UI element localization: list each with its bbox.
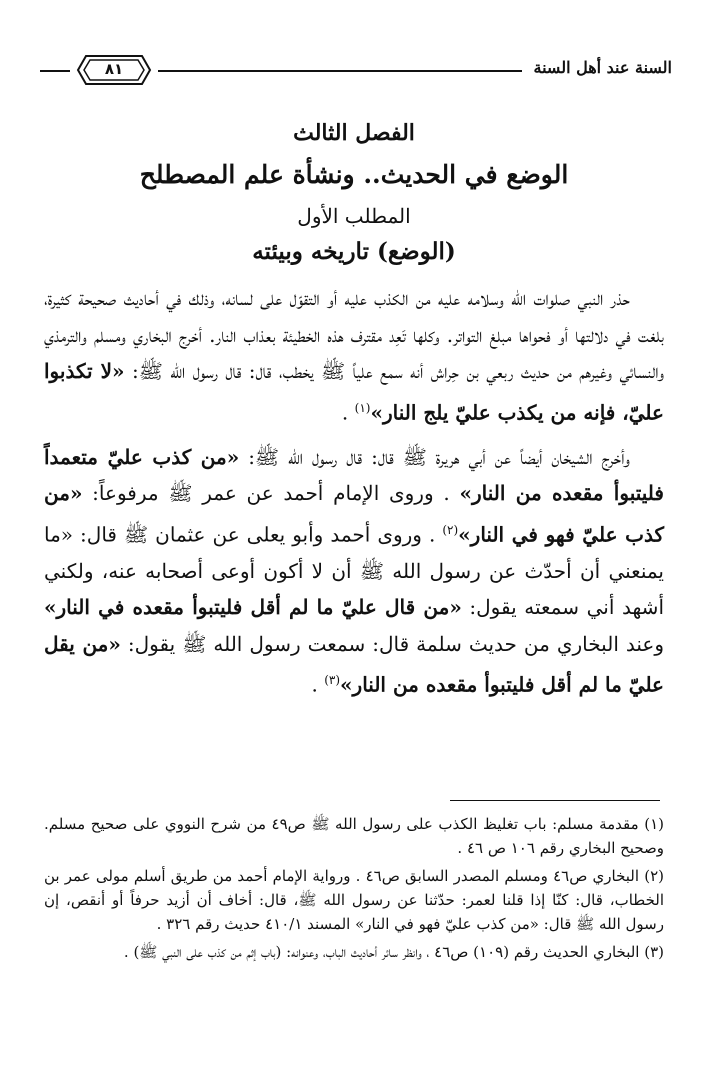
body-text — [44, 280, 664, 703]
page-number: ٨١ — [104, 60, 124, 78]
footnote-separator — [450, 800, 660, 801]
paragraph-text: وأخرج الشيخان أيضاً عن أبي هريرة ﷺ قال: قال رسول الله ﷺ: — [239, 444, 630, 469]
hadith-quote: «لا تكذبوا عليّ، فإنه من يكذب عليّ يلج النار» — [44, 359, 664, 425]
page-header — [40, 52, 672, 92]
hadith-quote: «من قال عليّ ما لم أقل فليتبوأ مقعده في النار» — [44, 595, 462, 620]
page-number-ornament — [76, 54, 152, 86]
hadith-quote: «من كذب عليّ فهو في النار» — [44, 481, 665, 547]
footnote: (٣) البخاري الحديث رقم (١٠٩) ص٤٦ ، وانظر سائر أحاديث الباب، وعنوانه: (باب إثم من كذب على النبي ﷺ) . — [123, 943, 664, 961]
footnotes — [44, 812, 664, 968]
chapter-title: الوضع في الحديث.. ونشأة علم المصطلح — [139, 160, 569, 189]
paragraph — [44, 439, 664, 704]
section-subtitle: (الوضع) تاريخه وبيئته — [252, 238, 456, 265]
paragraph-text: . وروى أحمد وأبو يعلى عن عثمان ﷺ قال: «ما يمنعني أن أحدّث عن رسول الله ﷺ أن لا أكون أوعى أصحابه عنه، ولكني أشهد أني سمعته يقول: — [44, 522, 664, 620]
paragraph-text: حذر النبي صلوات الله وسلامه عليه من الكذب عليه أو التقوّل على لسانه، وذلك في أحاديث صحيحة كثيرة، بلغت في دلالتها أو فحواها مبلغ التواتر. وكلها تَعِد مقترف هذه الخطيئة بعذاب النار. أخرج البخاري ومسلم والترمذي والنسائي وغيرهم من حديث ربعي بن حِراش أنه سمع علياً ﷺ يخطب، قال: قال رسول الله ﷺ: — [44, 286, 665, 383]
header-rule-left — [40, 70, 70, 72]
paragraph-text: . — [311, 672, 325, 697]
hadith-quote: «من كذب عليّ متعمداً فليتبوأ مقعده من النار» — [44, 444, 664, 506]
paragraph-text: . — [341, 400, 355, 425]
hadith-quote: «من يقل عليّ ما لم أقل فليتبوأ مقعده من النار» — [44, 631, 664, 697]
paragraph-text: . وروى الإمام أحمد عن عمر ﷺ مرفوعاً: — [82, 481, 460, 506]
chapter-heading: الفصل الثالث — [293, 120, 415, 146]
footnote-ref: (١) — [354, 400, 371, 415]
section-heading: المطلب الأول — [297, 204, 411, 228]
header-rule — [158, 70, 522, 72]
footnote-ref: (٢) — [442, 522, 459, 537]
running-title: السنة عند أهل السنة — [533, 58, 672, 77]
footnote: (٢) البخاري ص٤٦ ومسلم المصدر السابق ص٤٦ . ورواية الإمام أحمد من طريق أسلم مولى عمر بن الخطاب، قال: كنّا إذا قلنا لعمر: حدّثنا عن رسول الله ﷺ، قال: أخاف أن أزيد حرفاً أو أنقص، إن رسول الله ﷺ قال: «من كذب عليّ فهو في النار» المسند ٤١٠/١ حديث رقم ٣٢٦ . — [44, 867, 664, 933]
paragraph-text: وعند البخاري من حديث سلمة قال: سمعت رسول الله ﷺ يقول: — [120, 631, 664, 656]
paragraph — [44, 280, 664, 431]
footnote: (١) مقدمة مسلم: باب تغليظ الكذب على رسول الله ﷺ ص٤٩ من شرح النووي على صحيح مسلم. وصحيح البخاري رقم ١٠٦ ص ٤٦ . — [44, 815, 664, 857]
footnote-ref: (٣) — [324, 673, 341, 688]
